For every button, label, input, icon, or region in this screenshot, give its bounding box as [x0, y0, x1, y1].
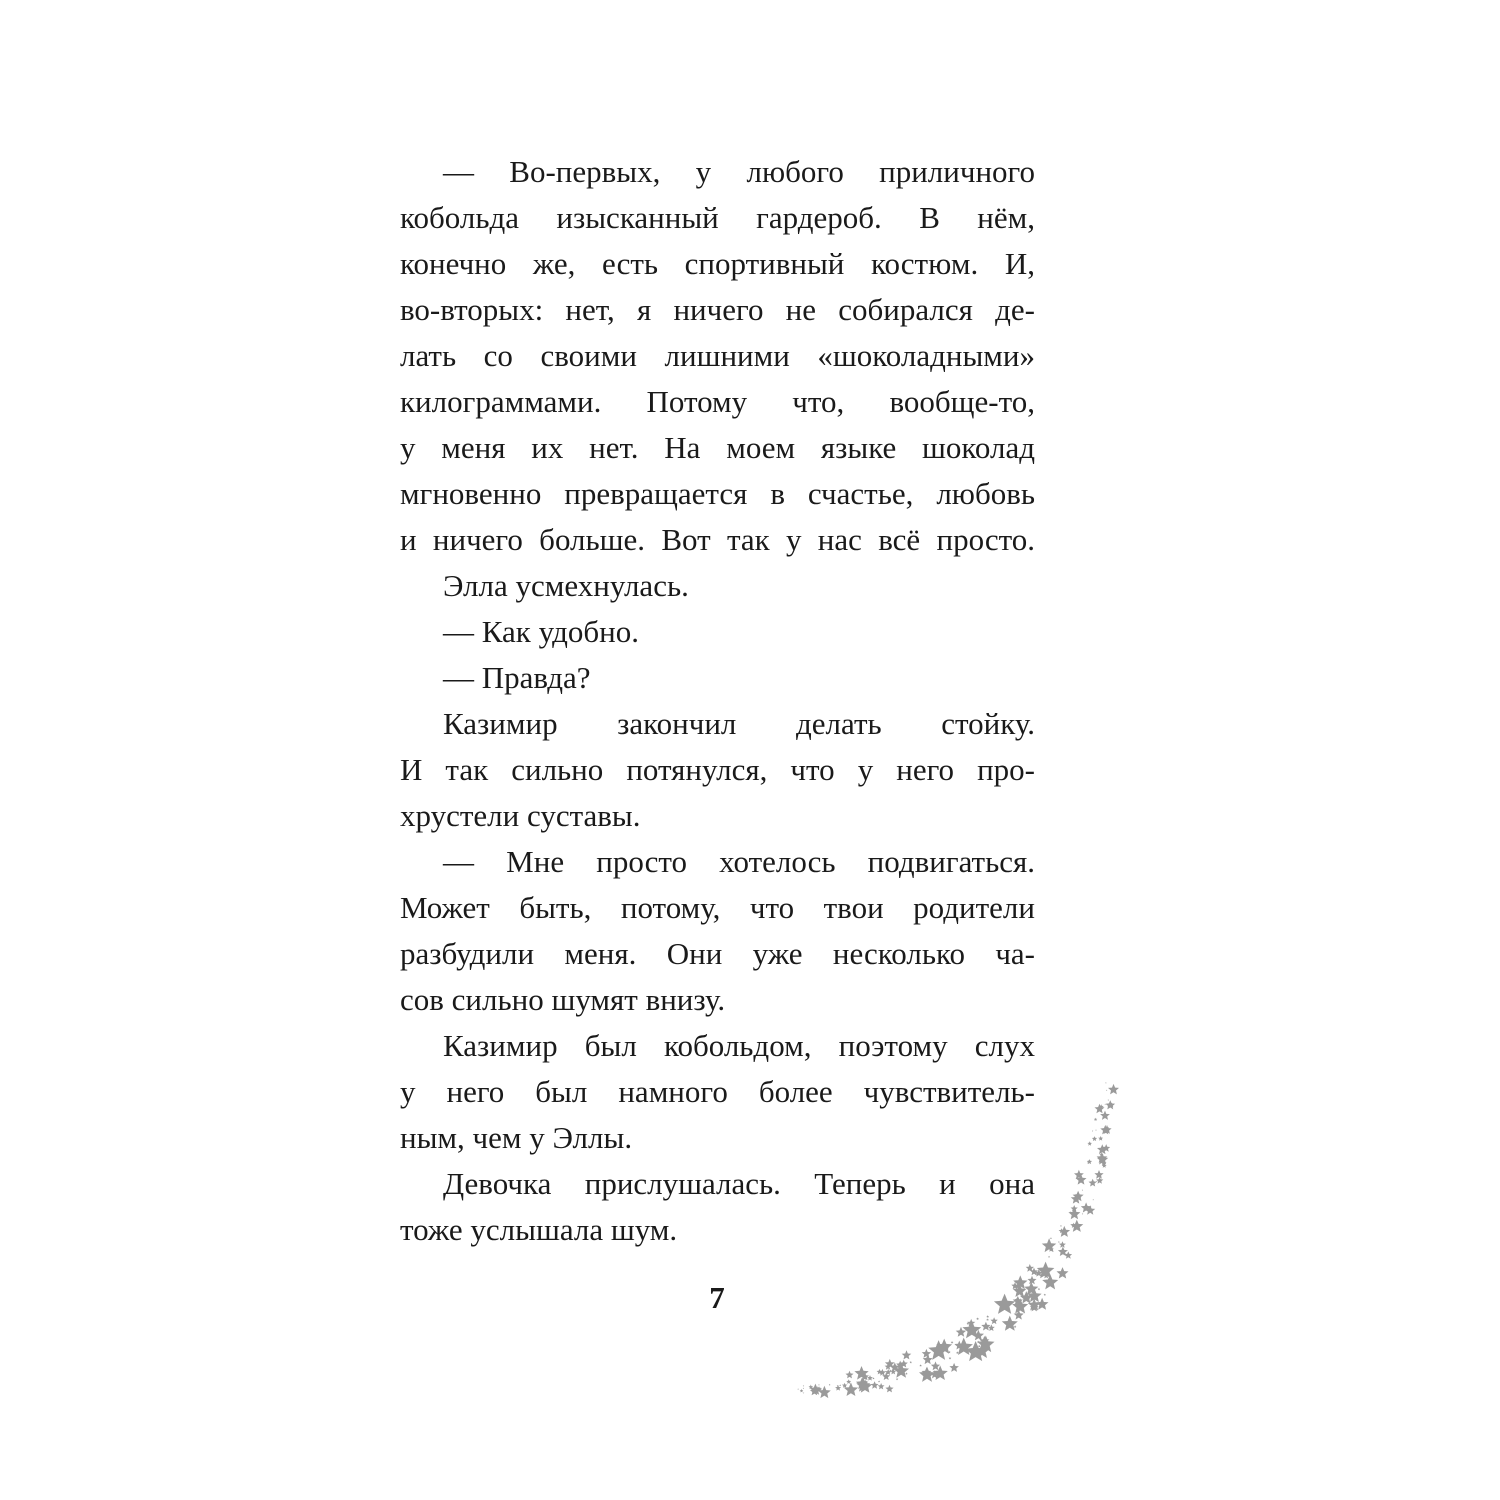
star-icon	[872, 1377, 874, 1379]
star-icon	[829, 1384, 831, 1386]
text-line: — Как удобно.	[443, 614, 640, 649]
star-icon	[990, 1317, 997, 1324]
star-icon	[1094, 1170, 1103, 1179]
text-line: тоже услышала шум.	[400, 1212, 678, 1247]
star-icon	[846, 1371, 854, 1379]
star-icon	[1108, 1084, 1119, 1095]
text-line: и ничего больше. Вот так у нас всё просто.	[400, 522, 1035, 557]
text-line: Элла усмехнулась.	[443, 568, 689, 603]
star-icon	[1059, 1241, 1066, 1248]
star-icon	[839, 1384, 841, 1386]
text-line: Девочка прислушалась. Теперь и она	[443, 1166, 1035, 1201]
star-icon	[1082, 1213, 1084, 1214]
star-icon	[1059, 1226, 1071, 1237]
text-line: — Мне просто хотелось подвигаться.	[443, 844, 1035, 879]
star-icon	[1042, 1238, 1057, 1252]
star-icon	[1038, 1288, 1041, 1290]
star-icon	[1014, 1325, 1017, 1328]
star-icon	[1108, 1099, 1109, 1100]
star-icon	[922, 1349, 931, 1358]
star-icon	[818, 1386, 831, 1398]
text-line: — Правда?	[443, 660, 591, 695]
text-line: во-вторых: нет, я ничего не собирался де-	[400, 292, 1035, 327]
star-icon	[951, 1341, 954, 1344]
star-icon	[1093, 1199, 1094, 1200]
star-icon	[1044, 1294, 1046, 1296]
text-line: И так сильно потянулся, что у него про-	[400, 752, 1035, 787]
text-line: лать со своими лишними «шоколадными»	[400, 338, 1035, 373]
text-line: у меня их нет. На моем языке шоколад	[400, 430, 1035, 465]
star-icon	[956, 1351, 959, 1354]
star-icon	[800, 1389, 804, 1393]
star-icon	[1082, 1189, 1083, 1190]
star-icon	[803, 1385, 804, 1386]
star-icon	[844, 1382, 858, 1396]
star-icon	[1105, 1104, 1106, 1105]
star-icon	[818, 1384, 820, 1385]
text-line: Казимир был кобольдом, поэтому слух	[443, 1028, 1035, 1063]
star-icon	[878, 1380, 880, 1382]
star-icon	[1089, 1179, 1097, 1187]
text-line: хрустели суставы.	[400, 798, 641, 833]
star-icon	[1050, 1237, 1052, 1239]
text-line: Казимир закончил делать стойку.	[443, 706, 1035, 741]
star-icon	[902, 1350, 912, 1359]
star-icon	[1002, 1316, 1018, 1331]
star-icon	[1048, 1256, 1050, 1258]
text-line: у него был намного более чувствитель-	[400, 1074, 1035, 1109]
text-line: конечно же, есть спортивный костюм. И,	[400, 246, 1035, 281]
star-icon	[1028, 1276, 1037, 1285]
star-icon	[910, 1361, 913, 1363]
page-number: 7	[709, 1280, 725, 1315]
star-icon	[949, 1357, 952, 1360]
star-icon	[919, 1364, 921, 1366]
star-icon	[1057, 1267, 1069, 1278]
star-icon	[986, 1318, 989, 1321]
star-icon	[1058, 1241, 1060, 1243]
star-icon	[1064, 1251, 1072, 1258]
star-icon	[1095, 1129, 1096, 1130]
star-icon	[949, 1363, 959, 1372]
text-line: мгновенно превращается в счастье, любовь	[400, 476, 1035, 511]
star-icon	[885, 1385, 893, 1393]
text-line: разбудили меня. Они уже несколько ча-	[400, 936, 1035, 971]
star-icon	[1098, 1136, 1103, 1141]
star-icon	[976, 1317, 979, 1320]
text-line: — Во-первых, у любого приличного	[443, 154, 1035, 189]
star-icon	[1105, 1082, 1106, 1083]
star-icon	[1060, 1225, 1062, 1227]
text-line: кобольда изысканный гардероб. В нём,	[400, 200, 1035, 235]
star-icon	[905, 1372, 907, 1374]
star-icon	[1087, 1141, 1092, 1145]
star-icon	[994, 1294, 1015, 1314]
star-icon	[1092, 1130, 1093, 1131]
text-line: сов сильно шумят внизу.	[400, 982, 726, 1017]
text-line: Может быть, потому, что твои родители	[400, 890, 1035, 925]
star-icon	[1092, 1136, 1097, 1141]
star-icon	[842, 1383, 848, 1388]
text-line: килограммами. Потому что, вообще-то,	[400, 384, 1035, 419]
star-icon	[986, 1315, 989, 1318]
star-icon	[981, 1322, 990, 1331]
star-icon	[1106, 1090, 1107, 1091]
star-icon	[978, 1345, 981, 1348]
text-line: ным, чем у Эллы.	[400, 1120, 633, 1155]
star-icon	[803, 1392, 804, 1393]
star-icon	[1095, 1104, 1105, 1113]
star-icon	[846, 1379, 851, 1384]
star-icon	[878, 1383, 885, 1389]
star-icon	[798, 1388, 799, 1389]
star-icon	[803, 1388, 804, 1389]
star-icon	[1094, 1118, 1098, 1121]
star-icon	[896, 1378, 898, 1380]
star-icon	[931, 1361, 940, 1370]
star-icon	[871, 1381, 879, 1389]
